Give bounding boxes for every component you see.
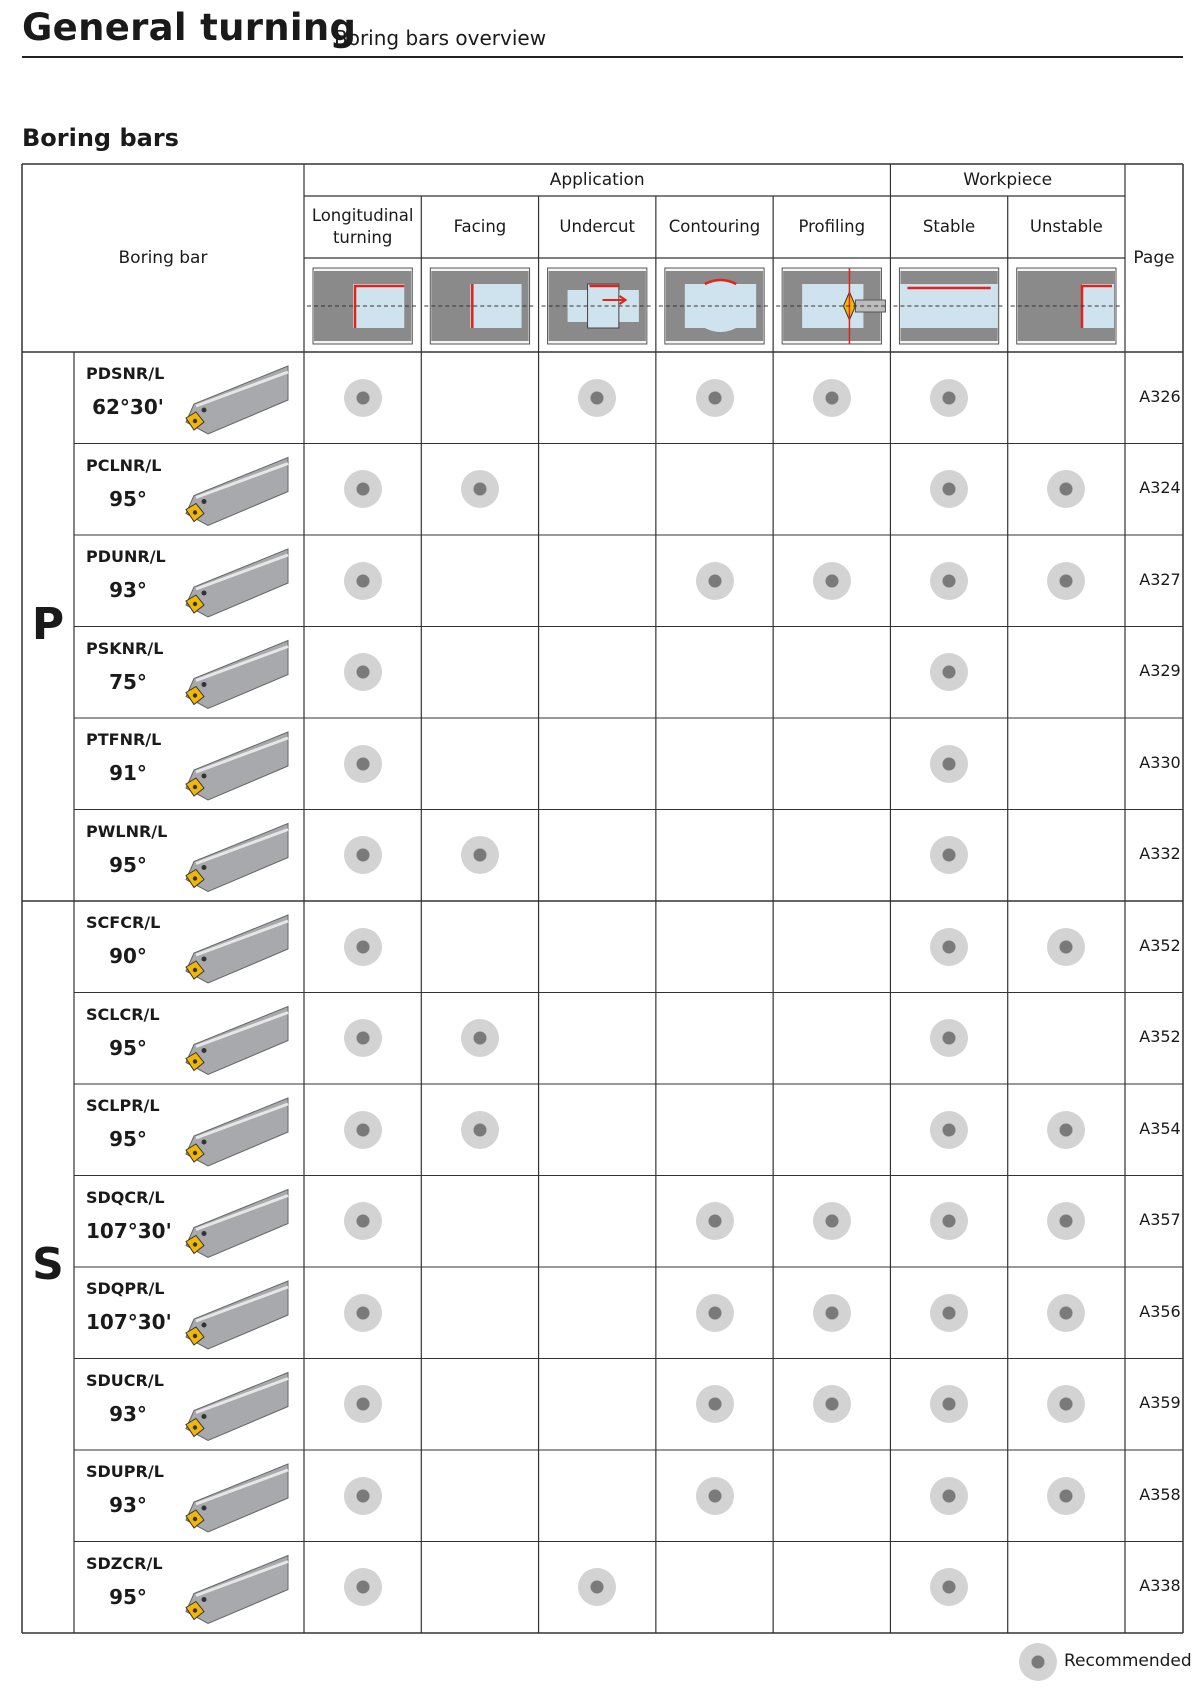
row-angle: 107°30' (86, 1310, 172, 1334)
boring-bar-icon (186, 732, 288, 800)
recommended-dot-icon (344, 653, 382, 691)
page-title: General turning (22, 6, 357, 49)
recommended-dot-icon (813, 562, 851, 600)
column-header-longitudinal: Longitudinal turning (311, 206, 414, 247)
recommended-dot-icon (1019, 1643, 1057, 1681)
row-angle: 75° (109, 669, 147, 694)
recommended-dot-icon (344, 836, 382, 874)
recommended-dot-icon (813, 379, 851, 417)
boring-bar-icon (186, 1281, 288, 1349)
recommended-dot-icon (1047, 1111, 1085, 1149)
row-page: A326 (1139, 386, 1181, 406)
boring-bar-icon (186, 1373, 288, 1441)
row-code: PDUNR/L (86, 547, 166, 566)
row-angle: 95° (109, 1035, 147, 1060)
row-code: SDUPR/L (86, 1462, 164, 1481)
recommended-dot-icon (813, 1294, 851, 1332)
recommended-dot-icon (344, 562, 382, 600)
facing-icon (424, 268, 535, 344)
recommended-dot-icon (344, 1111, 382, 1149)
recommended-dot-icon (696, 562, 734, 600)
recommended-dot-icon (696, 1294, 734, 1332)
recommended-dot-icon (930, 1294, 968, 1332)
boring-bar-icon (186, 1464, 288, 1532)
recommended-dot-icon (344, 470, 382, 508)
row-page: A357 (1139, 1210, 1181, 1230)
recommended-dot-icon (344, 745, 382, 783)
boring-bar-icon (186, 915, 288, 983)
contouring-icon (659, 268, 770, 344)
row-code: PTFNR/L (86, 730, 162, 749)
recommended-dot-icon (813, 1385, 851, 1423)
group-label-s: S (32, 1239, 64, 1290)
recommended-dot-icon (344, 1385, 382, 1423)
row-code: SDQCR/L (86, 1187, 165, 1207)
row-code: PDSNR/L (86, 364, 165, 383)
undercut-icon (542, 268, 653, 344)
boring-bar-icon (186, 641, 288, 709)
row-page: A352 (1139, 935, 1181, 955)
row-page: A359 (1139, 1393, 1181, 1413)
recommended-dot-icon (696, 1385, 734, 1423)
recommended-dot-icon (696, 1202, 734, 1240)
row-angle: 62°30' (92, 395, 164, 419)
recommended-dot-icon (461, 470, 499, 508)
stable-workpiece-icon (893, 268, 1004, 344)
row-angle: 93° (109, 578, 147, 602)
row-page: A327 (1139, 569, 1181, 589)
application-header: Application (549, 170, 645, 190)
longitudinal-turning-icon (307, 268, 418, 344)
column-header-unstable: Unstable (1029, 217, 1103, 236)
recommended-dot-icon (696, 379, 734, 417)
row-angle: 95° (109, 1584, 147, 1609)
column-header-profiling: Profiling (798, 217, 866, 236)
row-angle: 95° (109, 852, 147, 877)
recommended-dot-icon (344, 1202, 382, 1240)
recommended-dot-icon (930, 562, 968, 600)
recommended-dot-icon (1047, 1477, 1085, 1515)
section-title: Boring bars (22, 124, 179, 152)
row-code: SCLPR/L (86, 1096, 160, 1115)
recommended-dot-icon (930, 1477, 968, 1515)
recommended-dot-icon (578, 379, 616, 417)
row-angle: 95° (109, 486, 147, 511)
row-angle: 107°30' (86, 1218, 172, 1243)
recommended-dot-icon (344, 1477, 382, 1515)
boring-bar-icon (186, 1098, 288, 1166)
recommended-dot-icon (344, 928, 382, 966)
recommended-dot-icon (461, 1019, 499, 1057)
recommended-dot-icon (344, 379, 382, 417)
row-page: A330 (1139, 752, 1181, 772)
group-label-p: P (31, 598, 65, 650)
recommended-dot-icon (344, 1294, 382, 1332)
recommended-dot-icon (1047, 1294, 1085, 1332)
boring-bar-icon (186, 824, 288, 892)
row-code: SCLCR/L (86, 1004, 160, 1024)
recommended-dot-icon (344, 1568, 382, 1606)
recommended-dot-icon (461, 836, 499, 874)
row-code: SDUCR/L (86, 1370, 164, 1390)
row-page: A329 (1139, 661, 1181, 681)
legend-label: Recommended (1064, 1651, 1192, 1671)
boring-bar-icon (186, 458, 288, 526)
row-code: PCLNR/L (86, 455, 162, 475)
recommended-dot-icon (344, 1019, 382, 1057)
row-code: SDQPR/L (86, 1279, 165, 1298)
recommended-dot-icon (930, 928, 968, 966)
boring-bar-header: Boring bar (118, 248, 208, 268)
column-header-facing: Facing (453, 217, 507, 236)
recommended-dot-icon (930, 745, 968, 783)
column-header-undercut: Undercut (559, 217, 635, 236)
page-header: Page (1133, 248, 1175, 268)
row-angle: 93° (109, 1493, 147, 1517)
row-page: A352 (1139, 1027, 1181, 1047)
profiling-icon (776, 268, 887, 344)
row-page: A338 (1139, 1576, 1181, 1596)
boring-bar-icon (186, 366, 288, 434)
boring-bar-icon (186, 1556, 288, 1624)
row-code: SCFCR/L (86, 913, 161, 932)
row-page: A324 (1139, 478, 1181, 498)
row-angle: 90° (109, 944, 147, 968)
row-code: PWLNR/L (86, 821, 168, 841)
row-page: A332 (1139, 844, 1181, 864)
row-page: A358 (1139, 1484, 1181, 1504)
row-angle: 95° (109, 1127, 147, 1151)
recommended-dot-icon (696, 1477, 734, 1515)
recommended-dot-icon (1047, 928, 1085, 966)
column-header-stable: Stable (922, 217, 976, 236)
boring-bar-icon (186, 1007, 288, 1075)
page-subtitle: Boring bars overview (334, 26, 547, 50)
workpiece-header: Workpiece (963, 170, 1053, 190)
column-header-contouring: Contouring (668, 217, 761, 236)
row-page: A356 (1139, 1301, 1181, 1321)
recommended-dot-icon (930, 379, 968, 417)
recommended-dot-icon (813, 1202, 851, 1240)
row-angle: 91° (109, 761, 147, 785)
boring-bar-icon (186, 549, 288, 617)
boring-bar-icon (186, 1190, 288, 1258)
unstable-workpiece-icon (1011, 268, 1122, 344)
row-code: PSKNR/L (86, 638, 164, 658)
row-page: A354 (1139, 1118, 1181, 1138)
recommended-dot-icon (1047, 562, 1085, 600)
recommended-dot-icon (461, 1111, 499, 1149)
row-code: SDZCR/L (86, 1553, 163, 1573)
row-angle: 93° (109, 1401, 147, 1426)
recommended-dot-icon (930, 1111, 968, 1149)
